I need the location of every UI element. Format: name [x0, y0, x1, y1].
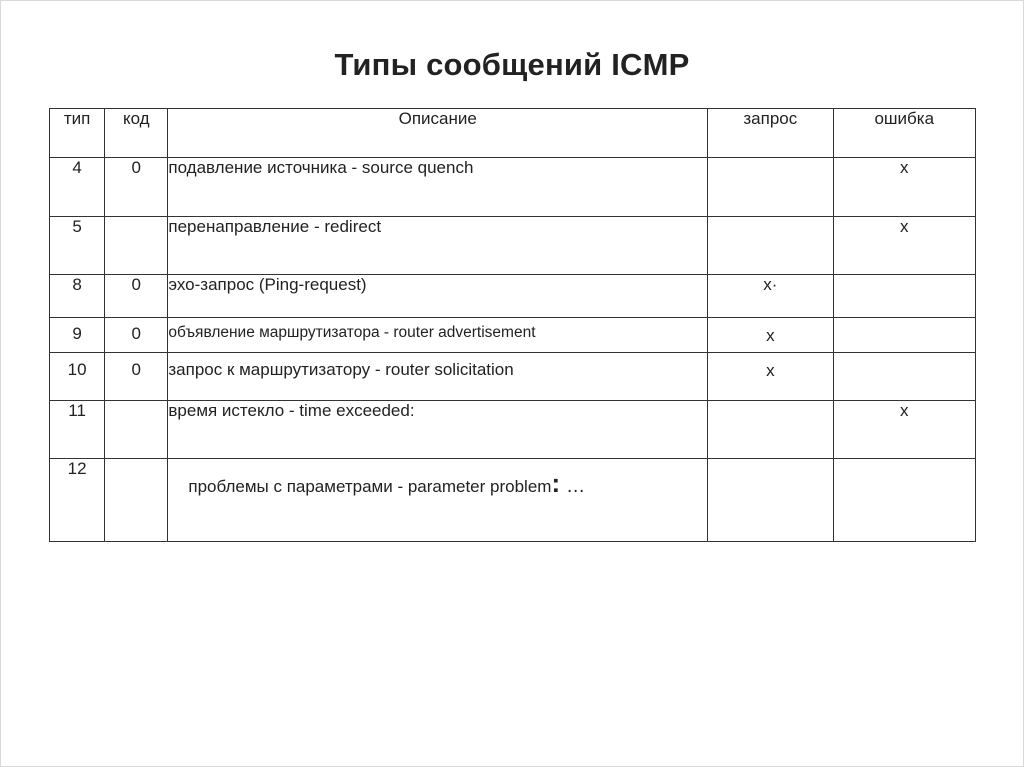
description-ellipsis: … [566, 476, 586, 497]
table-row [50, 217, 976, 275]
cell-code [105, 217, 168, 275]
cell-code: 0 [105, 353, 168, 401]
cell-request [708, 401, 833, 459]
cell-request: x [708, 318, 833, 353]
cell-type: 11 [50, 401, 105, 459]
slide-title: Типы сообщений ICMP [334, 47, 690, 82]
cell-error [833, 275, 975, 318]
cell-description: эхо-запрос (Ping-request) [168, 275, 708, 318]
cell-description [168, 459, 708, 542]
cell-error: x [833, 158, 975, 217]
cell-request [708, 158, 833, 217]
cell-error [833, 318, 975, 353]
header-error: ошибка [833, 109, 975, 158]
cell-type: 10 [50, 353, 105, 401]
cell-error: x [833, 401, 975, 459]
cell-description: подавление источника - source quench [168, 158, 708, 217]
header-description: Описание [168, 109, 708, 158]
cell-error: x [833, 217, 975, 275]
cell-type: 8 [50, 275, 105, 318]
cell-description: объявление маршрутизатора - router advertisement [168, 318, 708, 353]
cell-error [833, 353, 975, 401]
description-text-wrapper [168, 459, 585, 498]
cell-type: 12 [50, 459, 105, 542]
table-row [50, 318, 976, 353]
cell-request [708, 459, 833, 542]
table-row [50, 459, 976, 542]
description-text: проблемы с параметрами - parameter problem [188, 477, 552, 496]
cell-code [105, 459, 168, 542]
cell-description: запрос к маршрутизатору - router solicitation [168, 353, 708, 401]
cell-type: 5 [50, 217, 105, 275]
header-request: запрос [708, 109, 833, 158]
header-code: код [105, 109, 168, 158]
cell-description: перенаправление - redirect [168, 217, 708, 275]
table-row [50, 275, 976, 318]
cell-error [833, 459, 975, 542]
cell-code: 0 [105, 318, 168, 353]
table-row [50, 353, 976, 401]
header-type: тип [50, 109, 105, 158]
table-row [50, 401, 976, 459]
cell-code: 0 [105, 275, 168, 318]
description-colon: : [551, 468, 561, 498]
cell-request: x [708, 353, 833, 401]
cell-code: 0 [105, 158, 168, 217]
cell-code [105, 401, 168, 459]
table-row [50, 158, 976, 217]
cell-type: 4 [50, 158, 105, 217]
table-header-row [50, 109, 976, 158]
cell-request: x· [708, 275, 833, 318]
icmp-types-table [49, 108, 976, 542]
cell-description: время истекло - time exceeded: [168, 401, 708, 459]
cell-type: 9 [50, 318, 105, 353]
cell-request [708, 217, 833, 275]
